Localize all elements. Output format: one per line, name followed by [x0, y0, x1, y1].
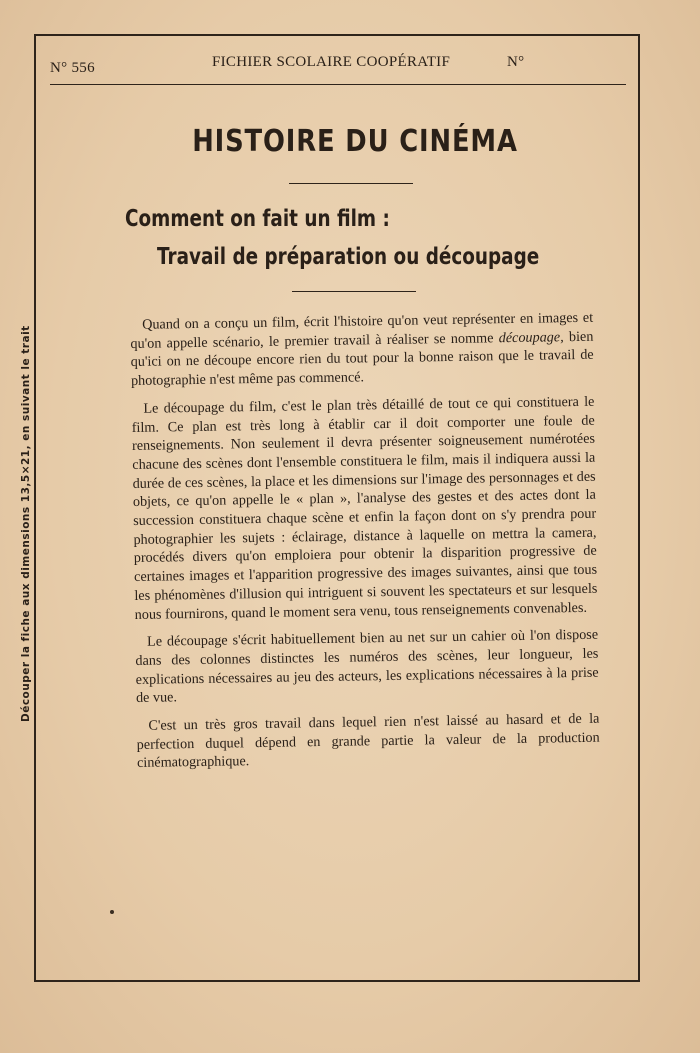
body-text [130, 309, 600, 782]
paragraph-1: Quand on a conçu un film, écrit l'histoire qu'on veut représenter en images et qu'on appelle scénario, le premier travail à réaliser se nomme découpage, bien qu'ici on ne découpe encore rien du tout pour la bonne raison que le travail de photographie n'est même pas commencé. [130, 309, 594, 390]
paragraph-4: C'est un très gros travail dans lequel rien n'est laissé au hasard et de la perfection duquel dépend en grande partie la valeur de la production cinématographique. [136, 710, 600, 772]
sheet-number-blank: N° [507, 54, 525, 70]
subtitle-divider [292, 291, 416, 292]
subtitle-line-1: Comment on fait un film : [125, 206, 390, 232]
paper-speck [110, 910, 114, 914]
cutting-instruction: Découper la fiche aux dimensions 13,5×21, en suivant le trait [20, 325, 32, 722]
page-title: HISTOIRE DU CINÉMA [192, 124, 518, 159]
subtitle-line-2: Travail de préparation ou découpage [157, 244, 540, 270]
paragraph-3: Le découpage s'écrit habituellement bien au net sur un cahier où l'on dispose dans des colonnes distinctes les numéros des scènes, leur longueur, les explications nécessaires au jeu des acteurs, les explications nécessaires à la prise de vue. [135, 626, 599, 707]
header-divider [50, 84, 626, 85]
title-divider [289, 183, 413, 184]
sheet-header [50, 50, 626, 86]
paragraph-2: Le découpage du film, c'est le plan très détaillé de tout ce qui constituera le film. Ce plan est très long à établir car il doit comporter une foule de renseignements. Non seulement il devra présenter soigneusement numérotées chacune des scènes dont l'ensemble constituera le film, mais il indiquera aussi la durée de ces scènes, la place et les dimensions sur l'image des personnages et des objets, ce qu'on appelle le « plan », l'analyse des gestes et des actes dont la succession constituera chaque scène et enfin la façon dont on s'y prendra pour photographier les sujets : éclairage, distance à laquelle on mettra la camera, procédés divers qu'on emploiera pour obtenir la disparition progressive de certaines images et l'apparition progressive des images suivantes, ainsi que tous les phénomènes d'illusion qui intriguent si souvent les spectateurs et sur lesquels nous fournirons, quand le moment sera venu, tous renseignements convenables. [131, 393, 598, 623]
series-title: FICHIER SCOLAIRE COOPÉRATIF [212, 54, 451, 70]
sheet-number: N° 556 [50, 60, 95, 76]
